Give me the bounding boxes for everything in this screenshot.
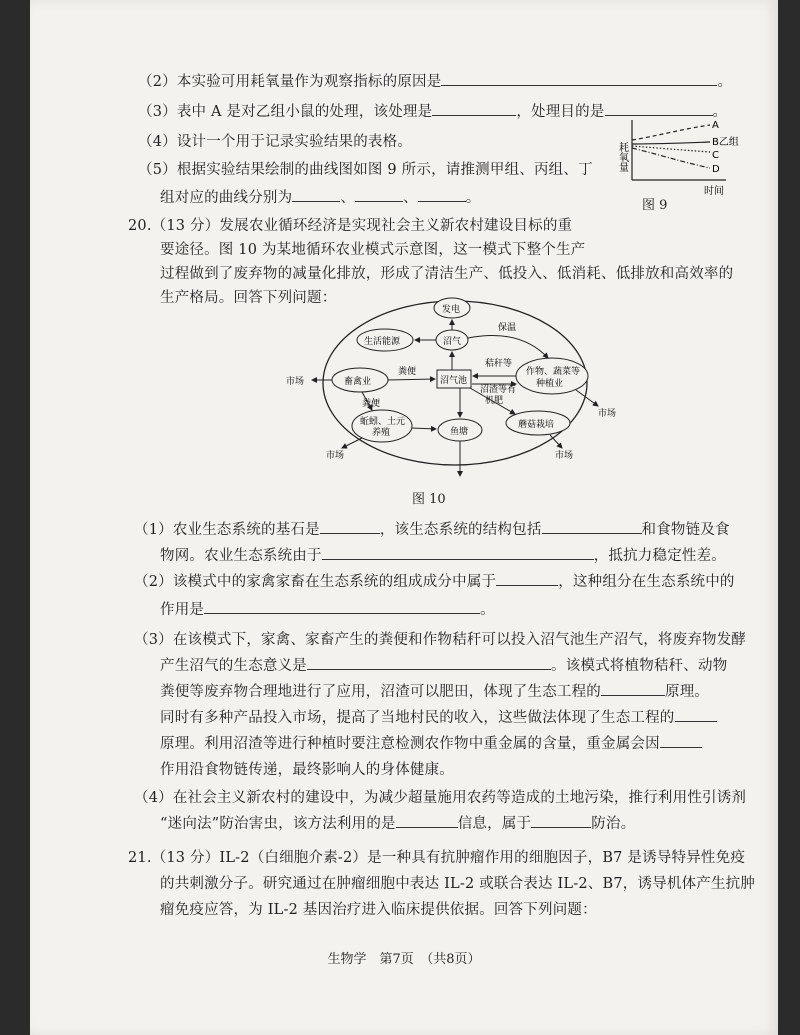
page-footer: 生物学 第7页 （共8页）	[327, 952, 481, 967]
answer-blank[interactable]	[322, 545, 594, 560]
label-market: 市场	[598, 409, 617, 419]
text: 信息，属于	[457, 816, 532, 832]
curve-b	[632, 142, 710, 144]
label-zhaozha2: 机肥	[485, 396, 504, 406]
label-zhaoqi: 沼气	[443, 337, 462, 347]
text: “迷向法”防治害虫，该方法利用的是	[160, 816, 396, 832]
curve-label-c: C	[712, 150, 719, 161]
q19-p3b-text: ，处理目的是	[516, 104, 605, 120]
answer-blank[interactable]	[601, 681, 665, 696]
q19-part2	[138, 70, 732, 91]
q19-part5-answer	[160, 186, 480, 207]
text: 。该模式将植物秸秆、动物	[551, 658, 728, 674]
text: ，抵抗力稳定性差。	[593, 548, 727, 564]
period: 。	[712, 104, 728, 120]
text: 原理。利用沼渣等进行种植时要注意检测农作物中重金属的含量，重金属会因	[160, 736, 660, 752]
text: （2）该模式中的家禽家畜在生态系统的组成成分中属于	[134, 574, 497, 590]
q19-p4-text: （4）设计一个用于记录实验结果的表格。	[138, 134, 413, 150]
label-zhaoqichi: 沼气池	[440, 376, 468, 386]
answer-blank[interactable]	[418, 187, 466, 202]
period: 。	[465, 190, 481, 206]
arrow	[342, 438, 362, 448]
label-zuowu1: 作物、蔬菜等	[526, 367, 581, 377]
figure-10-caption: 图 10	[412, 492, 446, 507]
label-baowen: 保温	[498, 323, 517, 333]
q19-part5	[138, 158, 593, 179]
q20-part3-cont4	[160, 732, 702, 753]
text: 和食物链及食	[641, 522, 730, 538]
label-fenbian1: 粪便	[398, 367, 417, 377]
q19-p5b-text: 组对应的曲线分别为	[160, 190, 293, 206]
label-fadian: 发电	[442, 305, 461, 315]
text: ，这种组分在生态系统中的	[558, 574, 735, 590]
answer-blank[interactable]	[396, 813, 458, 828]
q20-part2	[134, 570, 735, 591]
answer-blank[interactable]	[204, 599, 480, 614]
q19-p3a-text: （3）表中 A 是对乙组小鼠的处理，该处理是	[138, 104, 433, 120]
answer-blank[interactable]	[660, 733, 702, 748]
q21-line2: 的共刺激分子。研究通过在肿瘤细胞中表达 IL-2 或联合表达 IL-2、B7，诱导机体产生抗肿	[160, 876, 756, 892]
label-qiuyin2: 养殖	[372, 428, 391, 438]
q20-part4: （4）在社会主义新农村的建设中，为减少超量施用农药等造成的土地污染，推行利用性引诱剂	[134, 790, 747, 806]
arrow	[412, 428, 436, 429]
q20-part2-cont	[160, 598, 495, 619]
label-market: 市场	[326, 451, 345, 461]
text: 物网。农业生态系统由于	[160, 548, 322, 564]
label-shenghuo: 生活能源	[364, 337, 401, 347]
sep: 、	[403, 190, 418, 206]
answer-blank[interactable]	[432, 101, 516, 116]
arrow	[388, 379, 435, 380]
text: 粪便等废弃物合理地进行了应用，沼渣可以肥田，体现了生态工程的	[160, 684, 601, 700]
exam-page	[30, 0, 778, 1035]
text: （1）农业生态系统的基石是	[134, 522, 320, 538]
label-yutang: 鱼塘	[450, 427, 469, 437]
arrow	[468, 336, 548, 359]
q19-p5a-text: （5）根据实验结果绘制的曲线图如图 9 所示，请推测甲组、丙组、丁	[138, 162, 593, 178]
text: 作用是	[160, 602, 205, 618]
x-label: 时间	[704, 186, 724, 197]
q20-part4-cont	[160, 812, 635, 833]
label-xuqin: 畜禽业	[344, 377, 372, 387]
q20-line4: 生产格局。回答下列问题：	[160, 290, 337, 306]
label-jiegan: 秸秆等	[485, 359, 513, 369]
q20-part1	[134, 518, 730, 539]
text: 原理。	[665, 684, 710, 700]
q20-part1-cont	[160, 544, 726, 565]
q21-line3: 瘤免疫应答，为 IL-2 基因治疗进入临床提供依据。回答下列问题：	[160, 902, 597, 918]
q19-p2-text: （2）本实验可用耗氧量作为观察指标的原因是	[138, 74, 442, 90]
label-qiuyin1: 蚯蚓、土元	[360, 417, 406, 427]
answer-blank[interactable]	[496, 571, 558, 586]
q20-line1: 20.（13 分）发展农业循环经济是实现社会主义新农村建设目标的重	[128, 218, 573, 234]
answer-blank[interactable]	[531, 813, 591, 828]
curve-label-a: A	[712, 120, 719, 131]
label-fenbian2: 粪便	[362, 399, 381, 409]
q19-part4	[138, 130, 412, 151]
text: 产生沼气的生态意义是	[160, 658, 307, 674]
label-zuowu2: 种植业	[536, 379, 564, 389]
q20-part3-cont3	[160, 706, 717, 727]
answer-blank[interactable]	[542, 519, 642, 534]
q20-part3-cont5: 作用沿食物链传递，最终影响人的身体健康。	[160, 762, 454, 778]
curve-a	[632, 125, 710, 140]
q20-line3: 过程做到了废弃物的减量化排放，形成了清洁生产、低投入、低消耗、低排放和高效率的	[160, 266, 734, 282]
text: ，该生态系统的结构包括	[379, 522, 542, 538]
sep: 、	[340, 190, 356, 206]
arrow	[550, 435, 562, 448]
answer-blank[interactable]	[320, 519, 380, 534]
q21-line1: 21.（13 分）IL-2（白细胞介素-2）是一种具有抗肿瘤作用的细胞因子，B7 是诱导特异性免疫	[128, 850, 746, 866]
curve-label-b: B乙组	[712, 137, 739, 148]
answer-blank[interactable]	[441, 71, 717, 86]
label-zhaozha1: 沼渣等有	[480, 385, 517, 395]
text: 同时有多种产品投入市场，提高了当地村民的收入，这些做法体现了生态工程的	[160, 710, 675, 726]
answer-blank[interactable]	[292, 187, 340, 202]
q20-part3-cont2	[160, 680, 709, 701]
period: 。	[717, 74, 733, 90]
label-mogu: 蘑菇栽培	[518, 420, 555, 430]
arrow	[576, 390, 598, 406]
answer-blank[interactable]	[307, 655, 551, 670]
label-market: 市场	[555, 451, 574, 461]
text: 。	[480, 602, 495, 618]
answer-blank[interactable]	[355, 187, 403, 202]
label-market: 市场	[286, 377, 305, 387]
text: 防治。	[591, 816, 636, 832]
q20-line2: 要途径。图 10 为某地循环农业模式示意图，这一模式下整个生产	[160, 242, 586, 258]
y-label: 耗氧量	[616, 142, 628, 172]
q20-part3: （3）在该模式下，家禽、家畜产生的粪便和作物秸秆可以投入沼气池生产沼气，将废弃物发酵	[134, 632, 747, 648]
q20-part3-cont1	[160, 654, 727, 675]
figure-10-diagram	[280, 288, 630, 483]
answer-blank[interactable]	[675, 707, 717, 722]
curve-label-d: D	[712, 164, 720, 175]
figure-9-caption: 图 9	[642, 198, 668, 213]
